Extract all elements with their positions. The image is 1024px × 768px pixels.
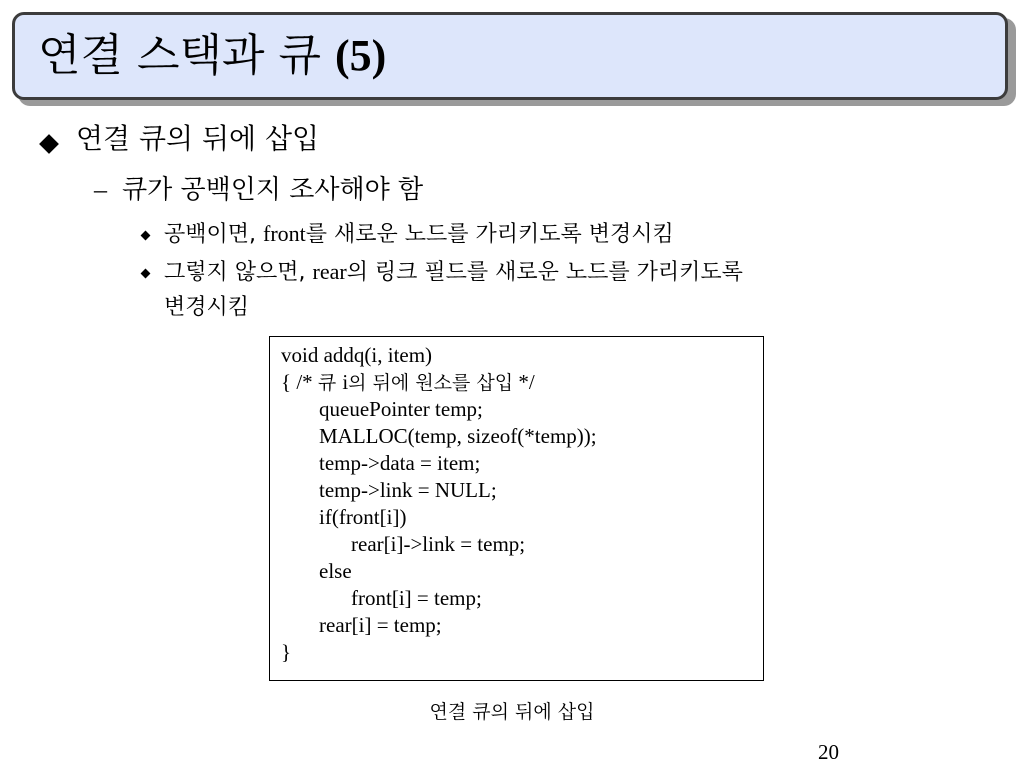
code-listing [269,336,764,681]
code-line: rear[i] = temp; [319,613,442,637]
code-line: MALLOC(temp, sizeof(*temp)); [319,424,597,448]
code-line: temp->link = NULL; [319,478,497,502]
detail-item-1-front: front [263,221,306,246]
detail-item-2-pre: 그렇지 않으면, [164,260,313,285]
small-diamond-bullet-icon [141,231,151,241]
code-line: if(front[i]) [319,505,407,529]
slide-title [38,28,386,84]
code-comment-var: i [342,370,349,394]
code-line: front[i] = temp; [351,586,482,610]
code-comment-close: */ [513,370,535,394]
code-comment-ko-rest: 의 뒤에 원소를 삽입 [348,372,514,394]
diamond-bullet-icon [39,134,59,154]
code-comment-open: { /* [281,370,318,394]
slide-title-number: (5) [335,31,387,80]
slide-title-text: 연결 스택과 큐 [38,30,321,81]
code-line: queuePointer temp; [319,397,483,421]
dash-bullet: – [94,175,107,204]
detail-item-1-pre: 공백이면, [164,222,263,247]
detail-item-1 [164,220,674,249]
small-diamond-bullet-icon [141,269,151,279]
code-line: rear[i]->link = temp; [351,532,526,556]
code-line: temp->data = item; [319,451,481,475]
code-comment-ko: 큐 [317,372,343,394]
detail-item-2-continuation: 변경시킴 [164,295,250,320]
code-line: else [319,559,352,583]
detail-item-2-rear: rear [312,259,347,284]
figure-caption: 연결 큐의 뒤에 삽입 [429,701,595,723]
page-number: 20 [818,740,839,764]
code-line [281,369,535,397]
code-line: } [281,640,292,664]
detail-item-2-post: 의 링크 필드를 새로운 노드를 가리키도록 [346,260,743,285]
detail-item-2 [164,258,743,287]
code-line: void addq(i, item) [281,343,433,367]
sub-bullet-text: 큐가 공백인지 조사해야 함 [122,175,424,205]
bullet-heading: 연결 큐의 뒤에 삽입 [76,122,320,155]
detail-item-1-post: 를 새로운 노드를 가리키도록 변경시킴 [305,222,674,247]
